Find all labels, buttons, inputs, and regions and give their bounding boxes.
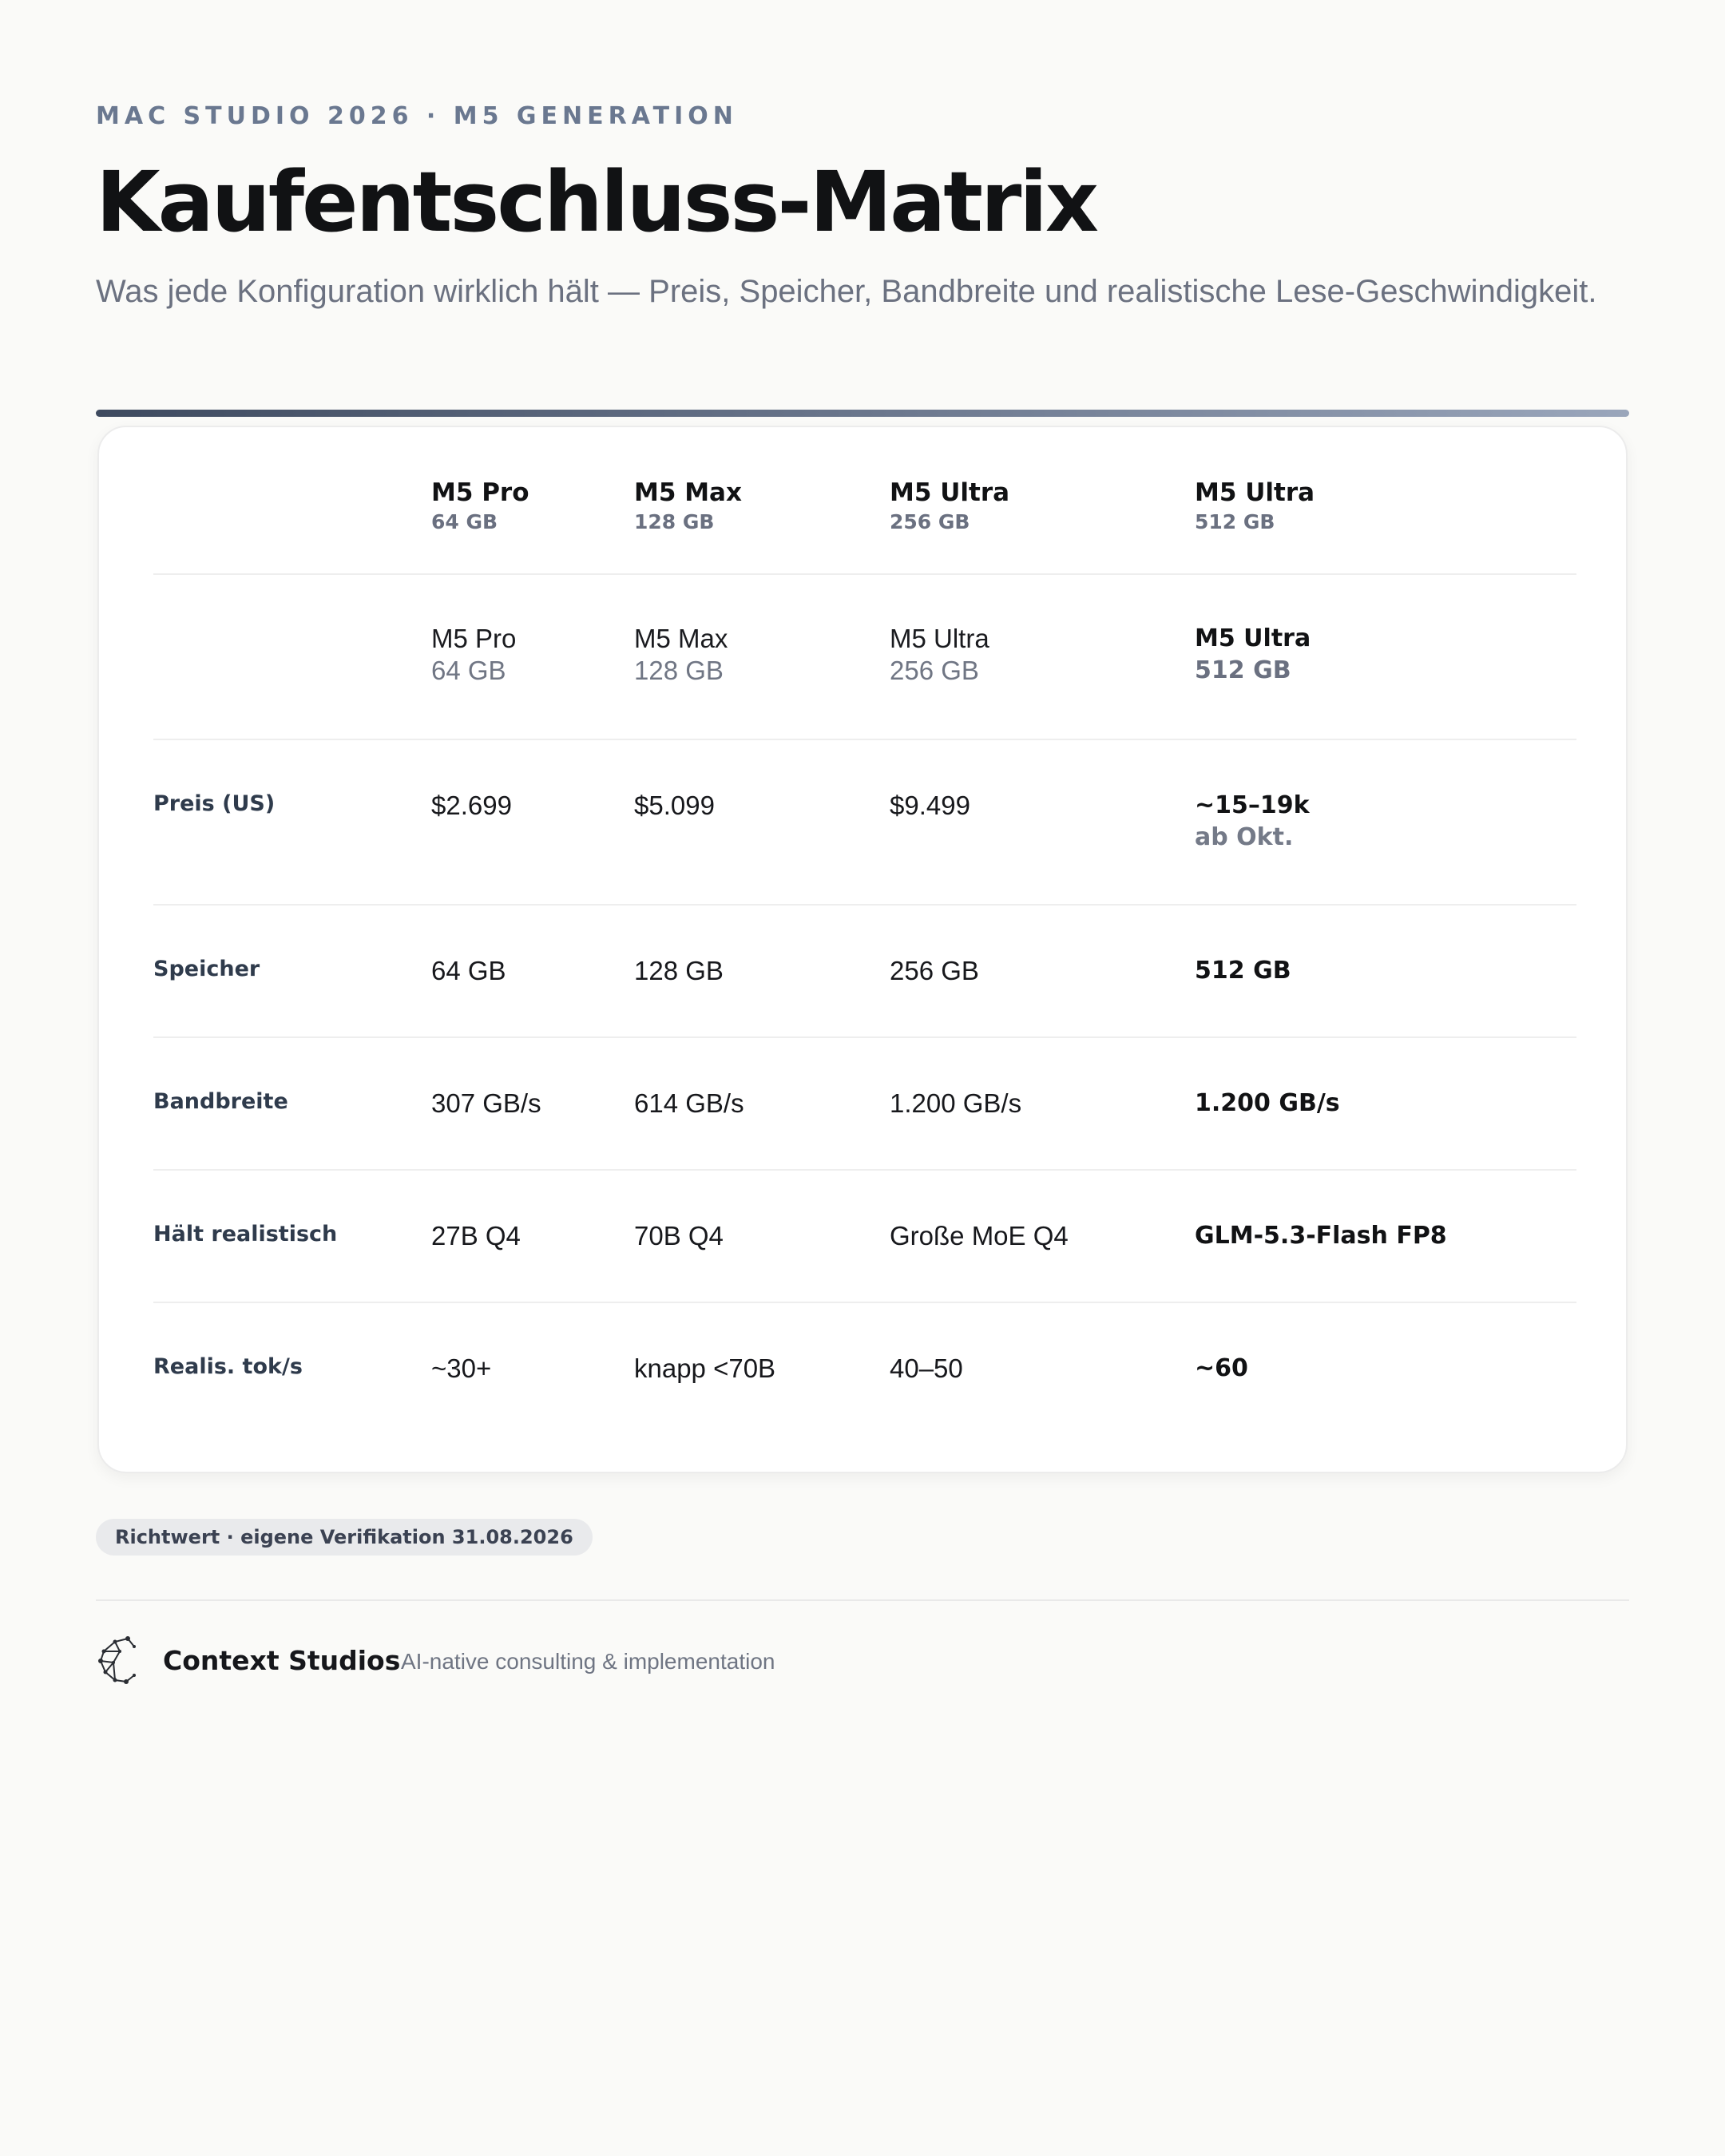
bandwidth-value: 614 GB/s [634, 1088, 744, 1118]
table-row-holds [153, 1171, 1576, 1303]
column-header [431, 477, 529, 536]
config-cell [890, 623, 989, 687]
table-row-memory [153, 906, 1576, 1038]
constellation-c-logo-icon [96, 1635, 141, 1685]
tps-value: knapp <70B [634, 1353, 776, 1383]
price-value: $5.099 [634, 791, 715, 820]
column-memory: 64 GB [431, 510, 498, 533]
bandwidth-value: 307 GB/s [431, 1088, 541, 1118]
accent-rule [96, 410, 1629, 417]
column-memory: 128 GB [634, 510, 715, 533]
column-header [890, 477, 1009, 536]
config-memory: 64 GB [431, 656, 506, 685]
memory-value: 256 GB [890, 956, 979, 985]
column-name: M5 Ultra [1195, 478, 1315, 507]
config-memory: 256 GB [890, 656, 979, 685]
config-row [153, 575, 1576, 740]
memory-value: 128 GB [634, 956, 724, 985]
row-label: Bandbreite [153, 1089, 288, 1114]
column-memory: 512 GB [1195, 510, 1275, 533]
price-value: ~15–19k [1195, 791, 1310, 819]
column-header [634, 477, 742, 536]
column-header-row [153, 427, 1576, 575]
memory-value: 512 GB [1195, 957, 1291, 985]
table-row-price [153, 740, 1576, 906]
column-name: M5 Pro [431, 478, 529, 507]
column-name: M5 Max [634, 478, 742, 507]
column-memory: 256 GB [890, 510, 970, 533]
table-row-tps [153, 1303, 1576, 1434]
memory-value: 64 GB [431, 956, 506, 985]
brand-name: Context Studios [163, 1645, 401, 1676]
config-cell [431, 623, 516, 687]
matrix-table [153, 427, 1576, 1434]
config-cell [634, 623, 728, 687]
tps-value: 40–50 [890, 1353, 963, 1383]
tps-value: ~30+ [431, 1353, 492, 1383]
brand-tagline: AI-native consulting & implementation [401, 1649, 775, 1674]
bandwidth-value: 1.200 GB/s [1195, 1089, 1340, 1117]
verification-badge: Richtwert · eigene Verifikation 31.08.2026 [96, 1519, 593, 1556]
page-subtitle: Was jede Konfiguration wirklich hält — Preis, Speicher, Bandbreite und realistische Lese-Geschwindigkeit. [96, 274, 1597, 309]
config-name: M5 Ultra [890, 624, 989, 653]
holds-value: GLM-5.3-Flash FP8 [1195, 1222, 1447, 1250]
bandwidth-value: 1.200 GB/s [890, 1088, 1022, 1118]
row-label: Preis (US) [153, 791, 276, 816]
eyebrow: MAC STUDIO 2026 · M5 GENERATION [96, 102, 738, 130]
row-label: Speicher [153, 957, 260, 981]
column-header [1195, 477, 1315, 536]
config-name: M5 Pro [431, 624, 517, 653]
row-label: Realis. tok/s [153, 1354, 303, 1379]
config-memory: 512 GB [1195, 656, 1291, 684]
price-note: ab Okt. [1195, 823, 1294, 851]
matrix-card [97, 426, 1628, 1473]
config-name: M5 Max [634, 624, 728, 653]
table-row-bandwidth [153, 1038, 1576, 1171]
footer-divider [96, 1599, 1629, 1601]
page-title: Kaufentschluss-Matrix [96, 153, 1096, 251]
tps-value: ~60 [1195, 1354, 1248, 1382]
holds-value: 70B Q4 [634, 1221, 724, 1250]
column-name: M5 Ultra [890, 478, 1010, 507]
row-label: Hält realistisch [153, 1222, 338, 1246]
holds-value: Große MoE Q4 [890, 1221, 1069, 1250]
config-memory: 128 GB [634, 656, 724, 685]
price-value: $9.499 [890, 791, 970, 820]
config-name: M5 Ultra [1195, 624, 1311, 652]
price-value: $2.699 [431, 791, 512, 820]
config-cell [1195, 623, 1311, 687]
holds-value: 27B Q4 [431, 1221, 521, 1250]
